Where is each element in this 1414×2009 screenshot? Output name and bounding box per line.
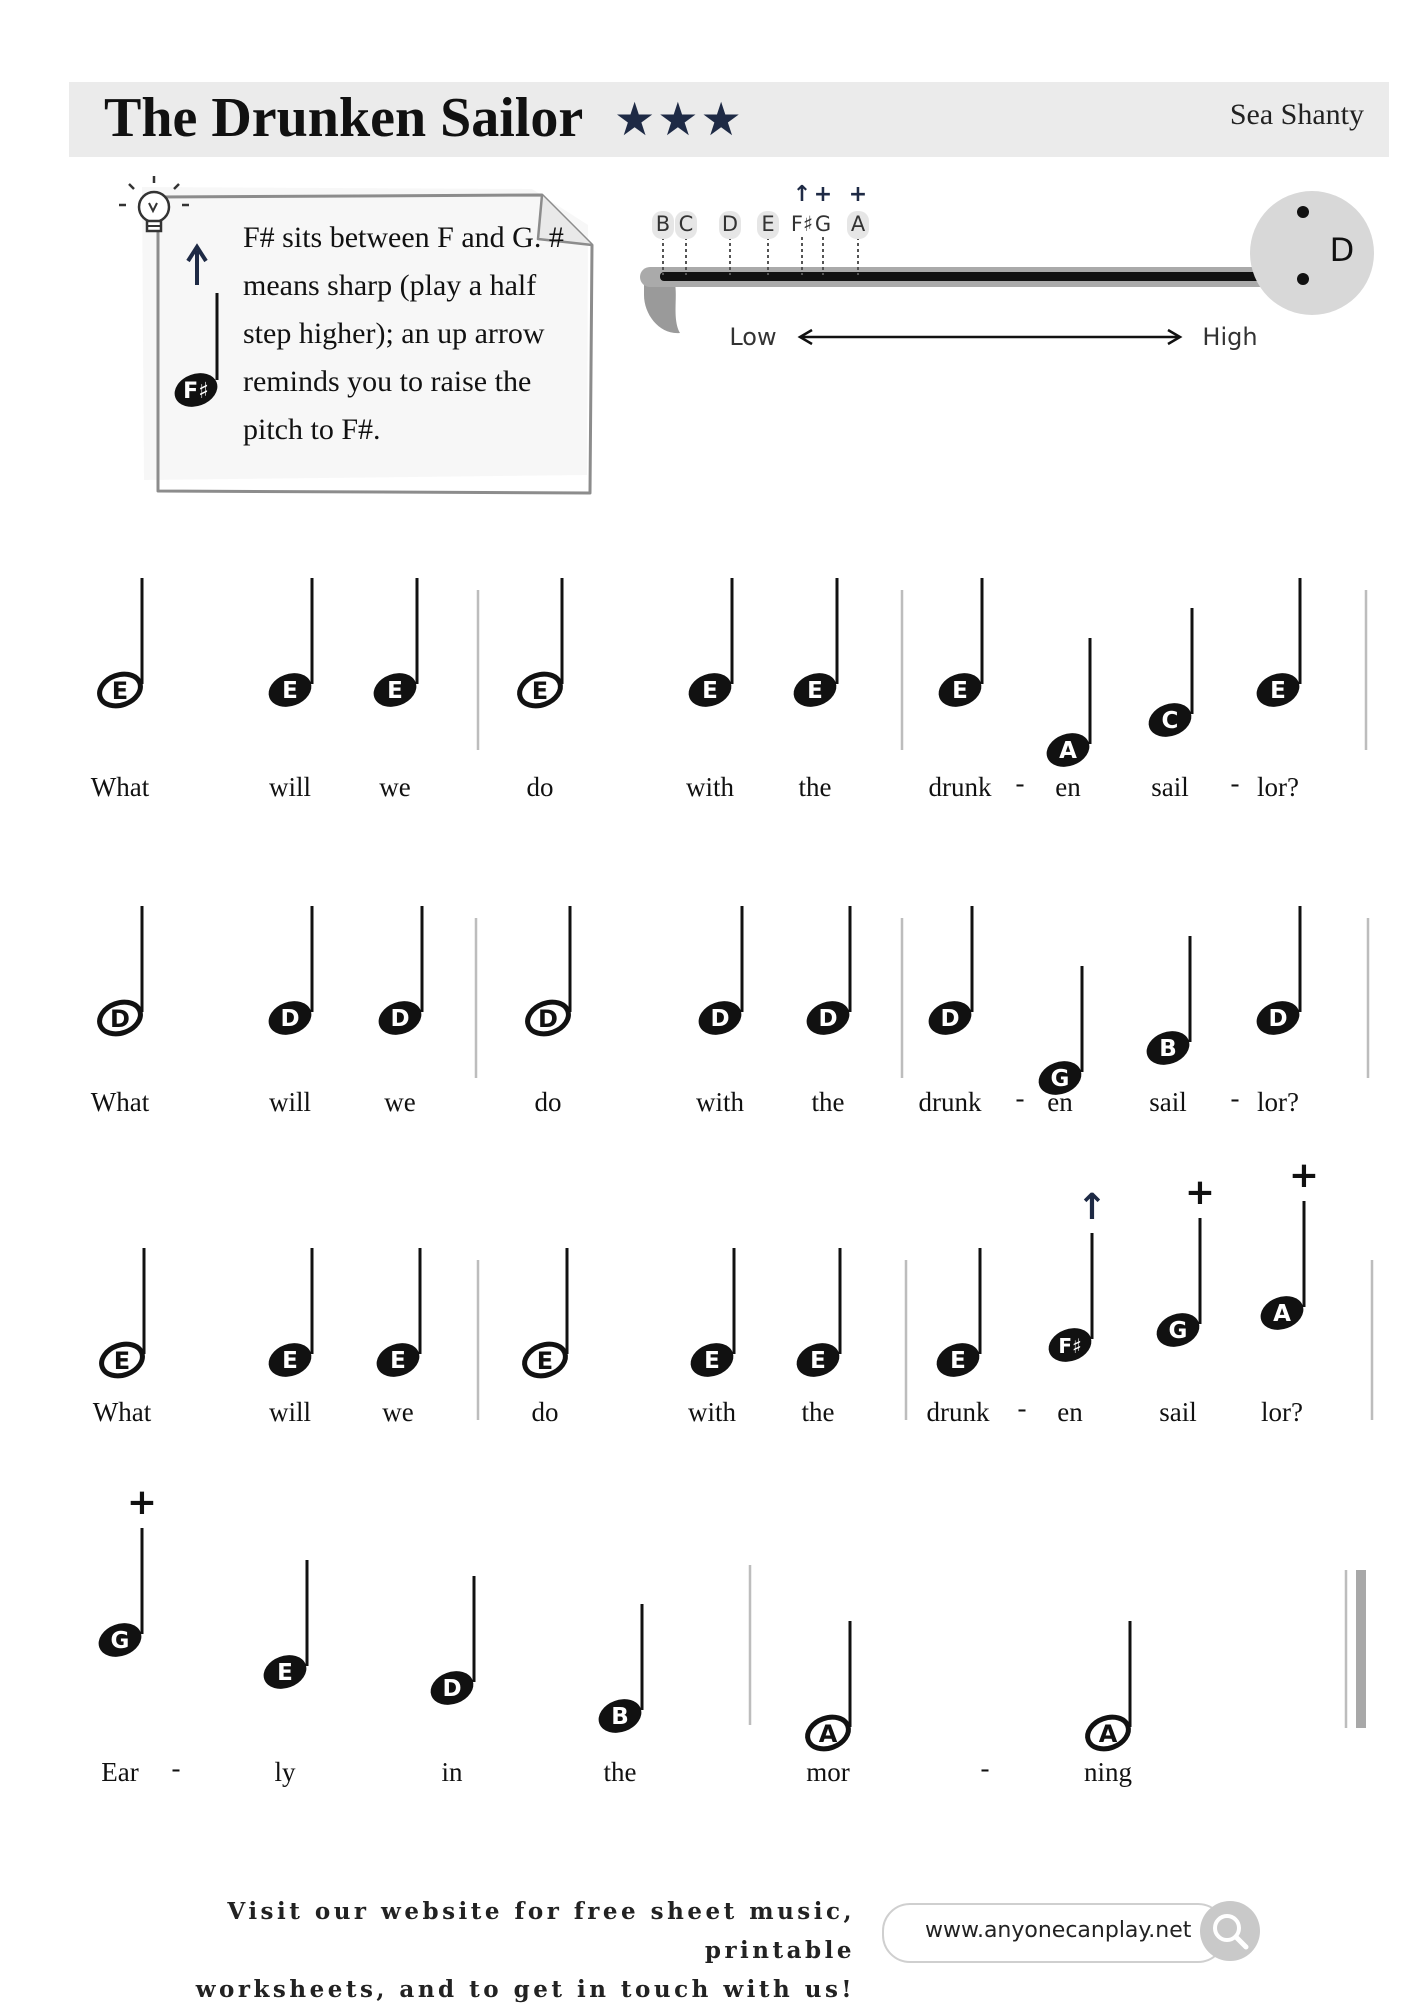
page-title: The Drunken Sailor (104, 87, 584, 149)
note-label: A (1059, 738, 1077, 764)
note-label: D (280, 1006, 300, 1032)
note-label: G (1050, 1066, 1070, 1092)
note-label: E (387, 678, 403, 704)
song-genre: Sea Shanty (1229, 98, 1364, 131)
lyric-word: the (811, 1087, 845, 1117)
lyric-word: sail (1159, 1397, 1197, 1427)
lyric-word: drunk (918, 1087, 982, 1117)
lyric-hyphen: - (1017, 1393, 1027, 1423)
tip-text: F# sits between F and G. # means sharp (play a half step higher); an up arrow reminds you to raise the pitch to F#. (243, 221, 564, 446)
note-label: D (710, 1006, 730, 1032)
lyric-word: we (382, 1397, 414, 1427)
note-label: E (282, 678, 298, 704)
lyric-word: the (801, 1397, 835, 1427)
lyric-word: the (603, 1757, 637, 1787)
note-label: E (704, 1348, 720, 1374)
note-label: E (1270, 678, 1286, 704)
lyric-word: in (441, 1757, 463, 1787)
note-label: D (390, 1006, 410, 1032)
lyric-word: with (695, 1087, 745, 1117)
recorder-note-label: F♯ (790, 212, 814, 236)
lyric-hyphen: - (171, 1753, 181, 1783)
recorder-note-label: D (721, 212, 739, 236)
note-label: E (536, 1347, 554, 1375)
lyric-word: we (379, 772, 411, 802)
lyric-word: with (687, 1397, 737, 1427)
note-label: E (810, 1348, 826, 1374)
lyric-hyphen: - (1015, 1083, 1025, 1113)
lyric-word: do (534, 1087, 562, 1117)
lyric-word: do (526, 772, 554, 802)
lyric-hyphen: - (980, 1753, 990, 1783)
note-label: E (111, 677, 129, 705)
lyric-word: ning (1083, 1757, 1133, 1787)
lyric-hyphen: - (1015, 768, 1025, 798)
website-url[interactable]: www.anyonecanplay.net (925, 1918, 1192, 1943)
lyric-word: en (1057, 1397, 1083, 1427)
note-label: D (442, 1676, 462, 1702)
note-label: E (702, 678, 718, 704)
recorder-note-label: B (655, 212, 671, 236)
note-label: G (1168, 1318, 1188, 1344)
lyric-word: ly (274, 1757, 296, 1787)
note-label: B (611, 1704, 629, 1730)
note-label: D (1268, 1006, 1288, 1032)
up-arrow-mark: ↑ (792, 182, 812, 207)
note-label: E (390, 1348, 406, 1374)
lyric-hyphen: - (1230, 1083, 1240, 1113)
lyric-word: What (90, 1087, 150, 1117)
footer-line-1: Visit our website for free sheet music, printable (227, 1898, 855, 1964)
up-arrow-mark: ↑ (1076, 1187, 1108, 1228)
note-label: D (110, 1005, 130, 1033)
lyric-word: sail (1149, 1087, 1187, 1117)
lyric-word: lor? (1261, 1397, 1303, 1427)
note-label: E (807, 678, 823, 704)
note-label: D (818, 1006, 838, 1032)
note-label: E (113, 1347, 131, 1375)
note-label: A (818, 1720, 838, 1748)
note-label: E (277, 1660, 293, 1686)
lyric-word: will (268, 772, 312, 802)
example-note-label: F♯ (183, 379, 209, 404)
footer-text (150, 1892, 855, 2009)
lyric-word: lor? (1257, 772, 1299, 802)
lyric-word: the (798, 772, 832, 802)
difficulty-stars: ★★★ (614, 92, 744, 146)
low-label: Low (729, 323, 777, 351)
lyric-word: will (268, 1087, 312, 1117)
recorder-note-label: C (678, 212, 694, 236)
note-label: E (531, 677, 549, 705)
lyric-word: en (1047, 1087, 1073, 1117)
note-label: E (950, 1348, 966, 1374)
note-label: D (538, 1005, 558, 1033)
lyric-word: drunk (928, 772, 992, 802)
note-label: A (1098, 1720, 1118, 1748)
high-label: High (1202, 323, 1258, 351)
lyric-word: do (531, 1397, 559, 1427)
note-label: G (110, 1628, 130, 1654)
plus-mark: + (813, 182, 833, 207)
plus-mark: + (1288, 1155, 1320, 1196)
lyric-word: sail (1151, 772, 1189, 802)
lyric-word: What (92, 1397, 152, 1427)
lyric-word: en (1055, 772, 1081, 802)
lyric-word: mor (806, 1757, 850, 1787)
lyric-word: drunk (926, 1397, 990, 1427)
note-label: A (1273, 1301, 1291, 1327)
lyric-word: will (268, 1397, 312, 1427)
note-label: D (940, 1006, 960, 1032)
recorder-note-label: G (814, 212, 832, 236)
note-label: F♯ (1058, 1334, 1082, 1358)
plus-mark: + (126, 1482, 158, 1523)
recorder-note-label: E (761, 212, 775, 236)
lyric-hyphen: - (1230, 768, 1240, 798)
note-label: C (1161, 708, 1179, 734)
lyric-word: What (90, 772, 150, 802)
note-label: E (282, 1348, 298, 1374)
lyric-word: lor? (1257, 1087, 1299, 1117)
lyric-word: with (685, 772, 735, 802)
footer-line-2: worksheets, and to get in touch with us! (195, 1976, 855, 2003)
note-label: B (1159, 1036, 1177, 1062)
lyric-word: we (384, 1087, 416, 1117)
search-button[interactable] (1200, 1901, 1260, 1961)
plus-mark: + (1184, 1172, 1216, 1213)
note-label: E (952, 678, 968, 704)
recorder-note-label: A (850, 212, 866, 236)
search-icon (1200, 1901, 1260, 1961)
plus-mark: + (848, 182, 868, 207)
key-letter: D (1329, 231, 1355, 269)
lyric-word: Ear (101, 1757, 139, 1787)
